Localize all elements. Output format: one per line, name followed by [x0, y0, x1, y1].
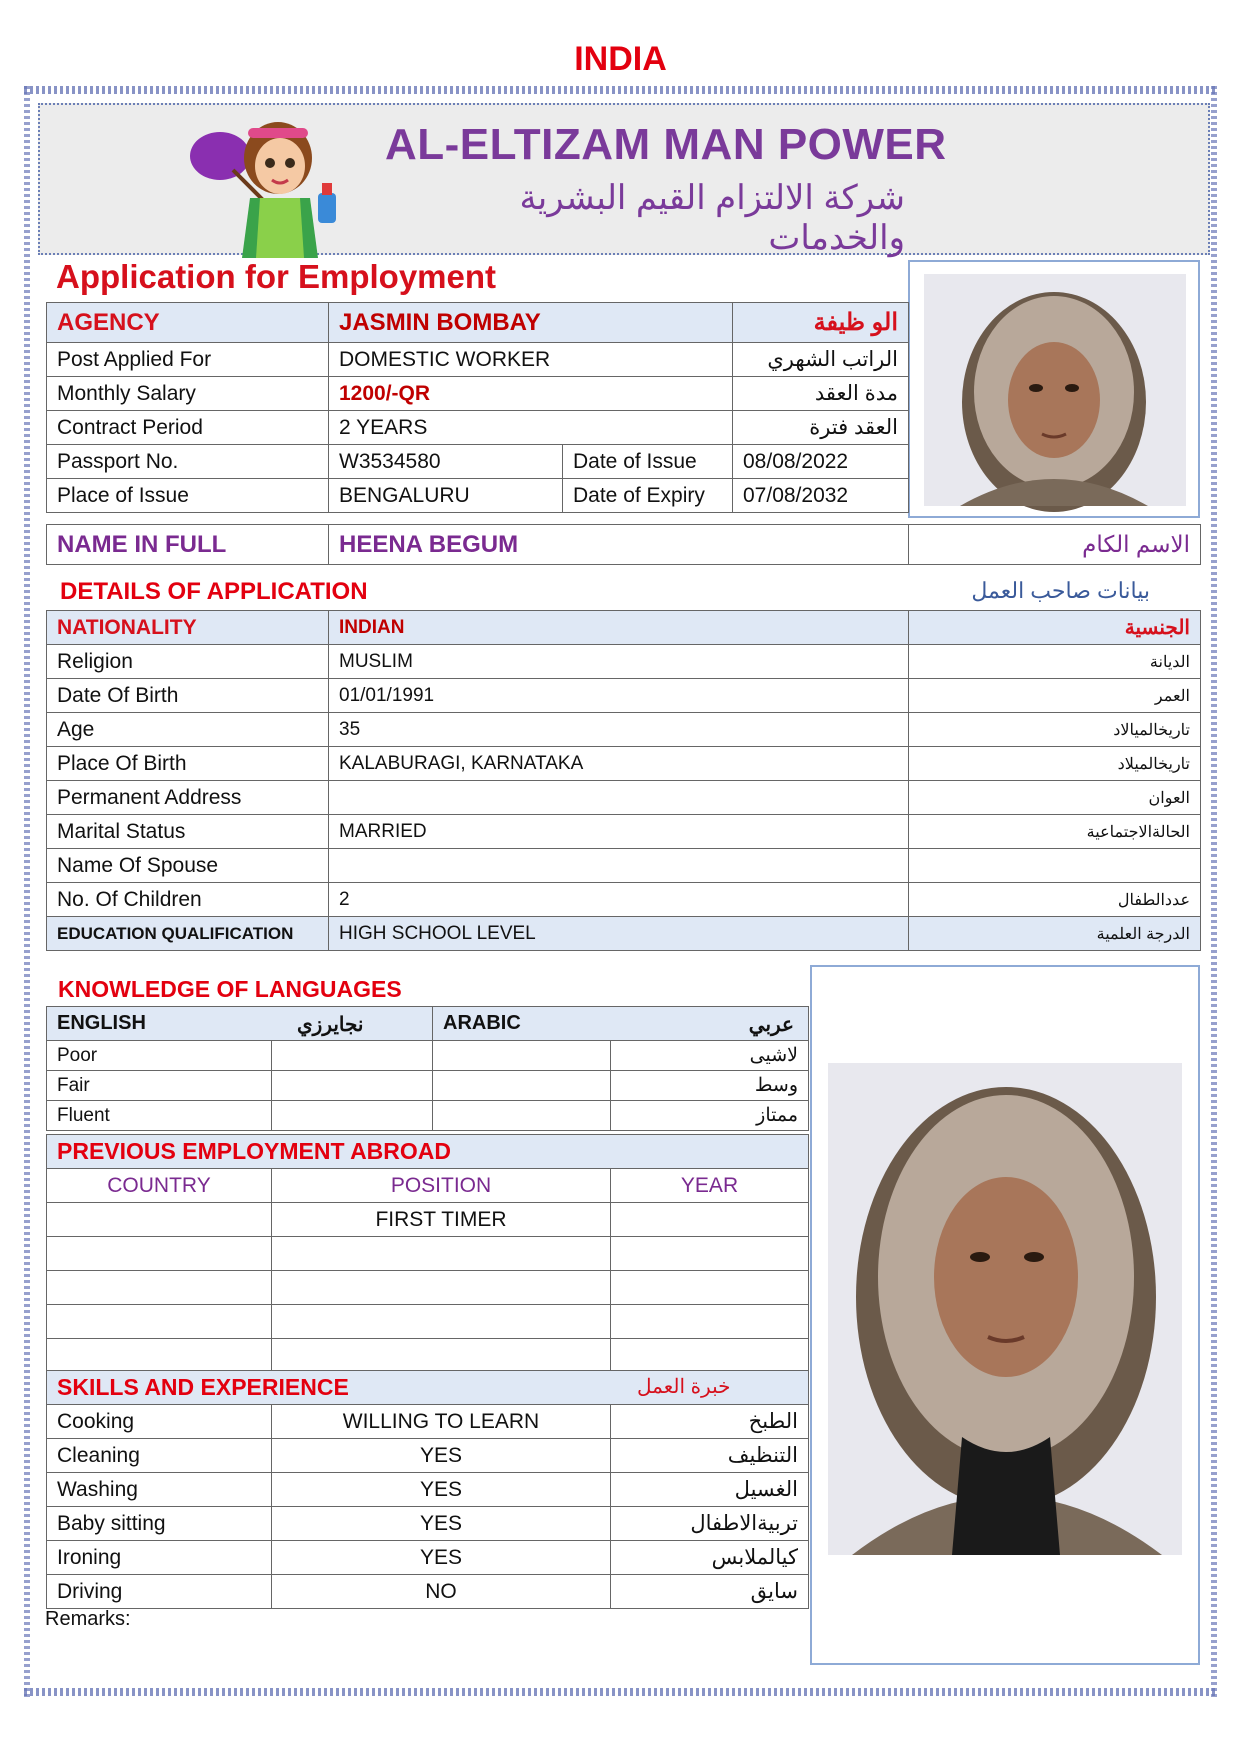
prev-empty-cell	[611, 1339, 809, 1373]
cleaning-lady-cartoon-icon	[178, 108, 368, 258]
agency-value: JASMIN BOMBAY	[329, 303, 733, 343]
details-value: 2	[329, 883, 909, 917]
details-row	[47, 713, 1201, 747]
prev-empty-cell	[272, 1271, 611, 1305]
skill-value: YES	[272, 1473, 611, 1507]
col-country: COUNTRY	[47, 1169, 272, 1203]
previous-title: PREVIOUS EMPLOYMENT ABROAD	[47, 1135, 809, 1169]
expiry-label: Date of Expiry	[563, 479, 733, 513]
details-value: KALABURAGI, KARNATAKA	[329, 747, 909, 781]
post-ar: الراتب الشهري	[733, 343, 909, 377]
page-border-right	[1211, 86, 1217, 1697]
details-value: MARRIED	[329, 815, 909, 849]
details-value	[329, 781, 909, 815]
page-border-bottom	[24, 1688, 1217, 1696]
skill-ar: كيالملابس	[611, 1541, 809, 1575]
skill-ar: الغسيل	[611, 1473, 809, 1507]
company-name-ar: شركة الالتزام القيم البشرية والخدمات	[519, 179, 905, 257]
skill-row	[47, 1473, 809, 1507]
skills-title: SKILLS AND EXPERIENCE	[57, 1374, 349, 1400]
details-ar: العوان	[909, 781, 1201, 815]
application-title: Application for Employment	[56, 258, 497, 295]
name-table	[46, 524, 1201, 565]
details-row	[47, 781, 1201, 815]
skill-label: Cleaning	[47, 1439, 272, 1473]
skill-row	[47, 1575, 809, 1609]
details-ar: العمر	[909, 679, 1201, 713]
prev-year-1	[611, 1203, 809, 1237]
details-row	[47, 611, 1201, 645]
details-ar: الديانة	[909, 645, 1201, 679]
skill-value: NO	[272, 1575, 611, 1609]
details-row	[47, 917, 1201, 951]
name-ar: الاسم الكام	[909, 525, 1201, 565]
english-level-cell	[272, 1071, 433, 1101]
arabic-level-cell	[433, 1041, 611, 1071]
arabic-header	[433, 1007, 809, 1041]
details-label: Religion	[47, 645, 329, 679]
salary-label: Monthly Salary	[47, 377, 329, 411]
skill-row	[47, 1405, 809, 1439]
skill-ar: التنظيف	[611, 1439, 809, 1473]
details-value	[329, 849, 909, 883]
skill-row	[47, 1439, 809, 1473]
skills-title-ar: خبرة العمل	[637, 1376, 731, 1398]
prev-empty-cell	[611, 1271, 809, 1305]
place-issue-value: BENGALURU	[329, 479, 563, 513]
details-value: INDIAN	[329, 611, 909, 645]
details-ar: الحالةالاجتماعية	[909, 815, 1201, 849]
details-label: NATIONALITY	[47, 611, 329, 645]
applicant-photo-large	[810, 965, 1200, 1665]
skill-row	[47, 1541, 809, 1575]
top-info-table	[46, 302, 909, 513]
prev-empty-cell	[611, 1305, 809, 1339]
prev-empty-cell	[272, 1237, 611, 1271]
country-title: INDIA	[574, 40, 667, 78]
english-level-cell	[272, 1101, 433, 1131]
company-name-en: AL-ELTIZAM MAN POWER	[385, 120, 947, 169]
skill-label: Baby sitting	[47, 1507, 272, 1541]
salary-value: 1200/-QR	[329, 377, 733, 411]
applicant-photo-small	[908, 260, 1200, 518]
skill-value: YES	[272, 1541, 611, 1575]
english-ar: نجايرزي	[297, 1014, 364, 1036]
details-value: HIGH SCHOOL LEVEL	[329, 917, 909, 951]
skill-ar: الطبخ	[611, 1405, 809, 1439]
prev-empty-cell	[47, 1305, 272, 1339]
prev-position-1: FIRST TIMER	[272, 1203, 611, 1237]
language-level-row	[47, 1101, 809, 1131]
remarks-label: Remarks:	[45, 1608, 131, 1630]
details-label: Date Of Birth	[47, 679, 329, 713]
details-ar: تاريخالميالاد	[909, 713, 1201, 747]
level-label: Fair	[47, 1071, 272, 1101]
previous-employment-table	[46, 1134, 809, 1373]
details-table	[46, 610, 1201, 951]
name-label: NAME IN FULL	[47, 525, 329, 565]
details-row	[47, 815, 1201, 849]
details-value: 35	[329, 713, 909, 747]
expiry-value: 07/08/2032	[733, 479, 909, 513]
skill-value: WILLING TO LEARN	[272, 1405, 611, 1439]
agency-ar: الو ظيفة	[733, 303, 909, 343]
arabic-level-cell	[433, 1071, 611, 1101]
prev-empty-cell	[611, 1237, 809, 1271]
skill-label: Driving	[47, 1575, 272, 1609]
arabic-label: ARABIC	[443, 1012, 521, 1034]
level-label: Poor	[47, 1041, 272, 1071]
level-ar: ممتاز	[611, 1101, 809, 1131]
language-level-row	[47, 1071, 809, 1101]
applicant-portrait-large-icon	[812, 967, 1198, 1663]
prev-empty-cell	[272, 1305, 611, 1339]
details-ar: عددالطفال	[909, 883, 1201, 917]
details-label: Place Of Birth	[47, 747, 329, 781]
details-label: Age	[47, 713, 329, 747]
issue-date-label: Date of Issue	[563, 445, 733, 479]
passport-label: Passport No.	[47, 445, 329, 479]
details-label: Marital Status	[47, 815, 329, 849]
details-label: EDUCATION QUALIFICATION	[47, 917, 329, 951]
contract-value: 2 YEARS	[329, 411, 733, 445]
col-position: POSITION	[272, 1169, 611, 1203]
passport-value: W3534580	[329, 445, 563, 479]
level-label: Fluent	[47, 1101, 272, 1131]
contract-ar: العقد فترة	[733, 411, 909, 445]
details-value: 01/01/1991	[329, 679, 909, 713]
details-row	[47, 679, 1201, 713]
post-label: Post Applied For	[47, 343, 329, 377]
english-label: ENGLISH	[57, 1012, 146, 1034]
skill-ar: سايق	[611, 1575, 809, 1609]
arabic-level-cell	[433, 1101, 611, 1131]
contract-label: Contract Period	[47, 411, 329, 445]
skills-header	[47, 1371, 809, 1405]
applicant-portrait-icon	[910, 262, 1198, 516]
details-ar: تاريخالميلاد	[909, 747, 1201, 781]
level-ar: لاشيى	[611, 1041, 809, 1071]
prev-empty-cell	[47, 1271, 272, 1305]
details-title: DETAILS OF APPLICATION	[60, 578, 368, 605]
details-ar: الدرجة العلمية	[909, 917, 1201, 951]
level-ar: وسط	[611, 1071, 809, 1101]
page-border-left	[24, 86, 30, 1697]
details-row	[47, 645, 1201, 679]
agency-label: AGENCY	[47, 303, 329, 343]
post-value: DOMESTIC WORKER	[329, 343, 733, 377]
skill-label: Washing	[47, 1473, 272, 1507]
page-border-top	[24, 86, 1217, 94]
skill-value: YES	[272, 1507, 611, 1541]
skill-value: YES	[272, 1439, 611, 1473]
details-row	[47, 883, 1201, 917]
prev-country-1	[47, 1203, 272, 1237]
prev-empty-cell	[47, 1339, 272, 1373]
details-ar: الجنسية	[909, 611, 1201, 645]
details-value: MUSLIM	[329, 645, 909, 679]
skill-row	[47, 1507, 809, 1541]
language-level-row	[47, 1041, 809, 1071]
details-row	[47, 747, 1201, 781]
details-label: Permanent Address	[47, 781, 329, 815]
english-header	[47, 1007, 433, 1041]
languages-title: KNOWLEDGE OF LANGUAGES	[58, 976, 402, 1002]
prev-empty-cell	[272, 1339, 611, 1373]
skill-ar: تربيةالاطفال	[611, 1507, 809, 1541]
prev-empty-cell	[47, 1237, 272, 1271]
languages-table	[46, 1006, 809, 1131]
col-year: YEAR	[611, 1169, 809, 1203]
skills-table	[46, 1370, 809, 1609]
english-level-cell	[272, 1041, 433, 1071]
issue-date-value: 08/08/2022	[733, 445, 909, 479]
details-ar	[909, 849, 1201, 883]
skill-label: Ironing	[47, 1541, 272, 1575]
salary-ar: مدة العقد	[733, 377, 909, 411]
details-label: Name Of Spouse	[47, 849, 329, 883]
name-value: HEENA BEGUM	[329, 525, 909, 565]
place-issue-label: Place of Issue	[47, 479, 329, 513]
skill-label: Cooking	[47, 1405, 272, 1439]
details-label: No. Of Children	[47, 883, 329, 917]
details-title-ar: بيانات صاحب العمل	[971, 578, 1150, 603]
arabic-ar: عربي	[748, 1014, 794, 1036]
details-row	[47, 849, 1201, 883]
